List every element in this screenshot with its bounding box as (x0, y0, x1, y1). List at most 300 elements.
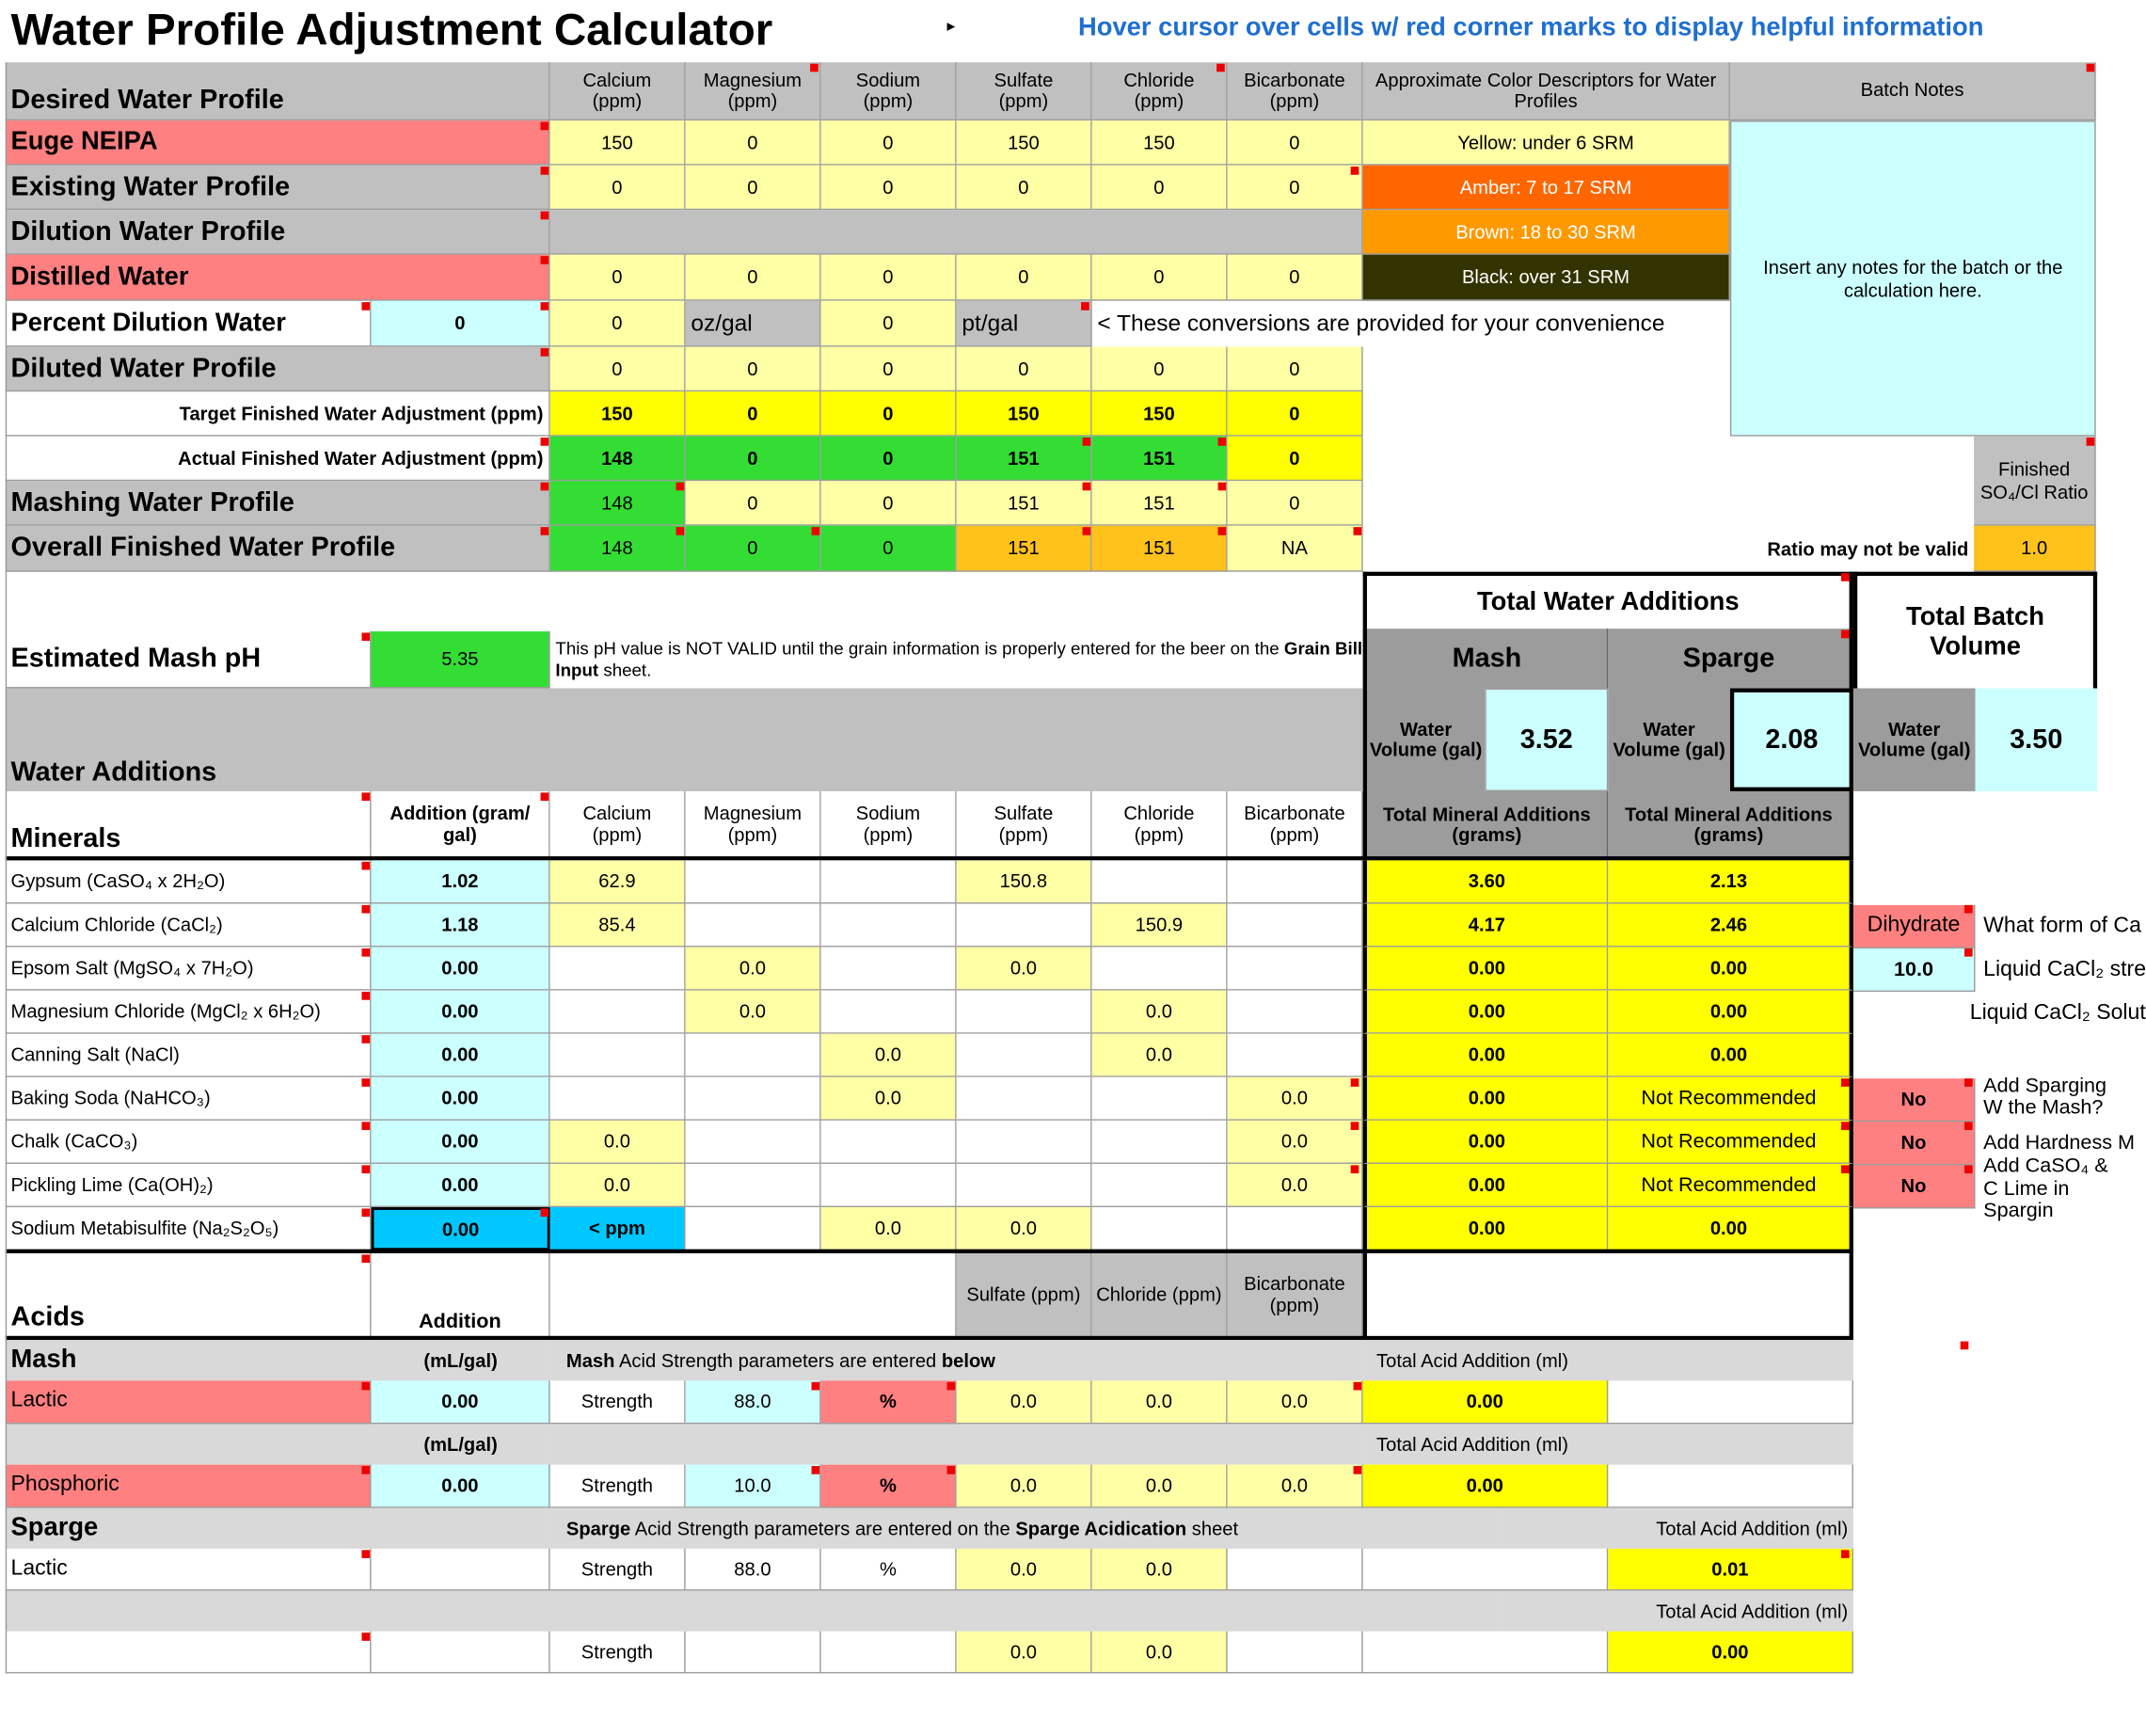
liquid-cacl-strength-input[interactable]: 10.0 (1853, 948, 1976, 992)
sulfate-header: Sulfate (ppm) (957, 62, 1092, 120)
euge-sulfate[interactable]: 150 (957, 120, 1092, 166)
color-brown: Brown: 18 to 30 SRM (1363, 210, 1730, 255)
sparge2-sulfate: 0.0 (957, 1632, 1092, 1674)
conv-oz-value: 0 (550, 301, 686, 347)
sparge-lactic-total-acid: 0.01 (1608, 1549, 1853, 1591)
comment-marker[interactable] (812, 1466, 820, 1474)
distilled-calcium: 0 (550, 255, 686, 301)
total-water-additions-header: Total Water Additions (1363, 572, 1853, 629)
comment-marker[interactable] (361, 948, 370, 957)
comment-marker[interactable] (1964, 1078, 1973, 1087)
mineral-magnesium-header: Magnesium (ppm) (686, 791, 821, 859)
mineral-bicarbonate (1228, 948, 1363, 991)
phosphoric-sulfate: 0.0 (957, 1465, 1092, 1508)
mineral-sodium: 0.0 (821, 1077, 957, 1121)
overall-chloride: 151 (1092, 526, 1228, 572)
mash-acid-note: Mash Acid Strength parameters are entered below (550, 1340, 1363, 1380)
comment-marker[interactable] (1961, 1342, 1969, 1350)
mineral-name: Baking Soda (NaHCO₃) (6, 1077, 372, 1121)
comment-marker[interactable] (2087, 438, 2095, 446)
arrow-right-icon[interactable]: ▸ (946, 16, 956, 36)
phosphoric-addition-input[interactable]: 0.00 (372, 1465, 550, 1508)
color-descriptors-header: Approximate Color Descriptors for Water Profiles (1363, 62, 1730, 120)
mineral-sulfate-header: Sulfate (ppm) (957, 791, 1092, 859)
acids-label: Acids (6, 1253, 372, 1337)
mash-water-volume[interactable]: 3.52 (1485, 689, 1608, 791)
dilution-source-distilled[interactable]: Distilled Water (6, 255, 550, 301)
comment-marker[interactable] (361, 1035, 370, 1043)
comment-marker[interactable] (812, 527, 820, 535)
comment-marker[interactable] (361, 1165, 370, 1173)
mineral-name: Canning Salt (NaCl) (6, 1034, 372, 1077)
mash-acid-type-phosphoric[interactable]: Phosphoric (6, 1465, 372, 1508)
mineral-magnesium (686, 1207, 821, 1250)
mineral-mash-total: 3.60 (1363, 860, 1609, 903)
lactic-blank (1608, 1380, 1853, 1424)
sparge2-addition (372, 1632, 550, 1674)
comment-marker[interactable] (361, 1632, 370, 1641)
acid-sulfate-header: Sulfate (ppm) (957, 1253, 1092, 1337)
mineral-chloride (1092, 1121, 1228, 1164)
lactic-total-acid: 0.00 (1363, 1380, 1609, 1424)
actual-calcium: 148 (550, 437, 686, 482)
comment-marker[interactable] (541, 122, 549, 131)
diluted-sulfate: 0 (957, 347, 1092, 392)
comment-marker[interactable] (2087, 64, 2095, 72)
mineral-sparge-total: 0.00 (1608, 1207, 1853, 1250)
mineral-mash-total: 0.00 (1363, 1164, 1609, 1207)
comment-marker[interactable] (361, 1382, 370, 1391)
mineral-chloride (1092, 1077, 1228, 1121)
phos-unit: (mL/gal) (372, 1424, 550, 1464)
mash-total-mineral-header: Total Mineral Additions (grams) (1363, 791, 1609, 859)
mineral-chloride (1092, 1164, 1228, 1207)
comment-marker[interactable] (1083, 527, 1091, 535)
existing-sodium[interactable]: 0 (821, 166, 957, 211)
mash-acid-unit: (mL/gal) (372, 1340, 550, 1380)
comment-marker[interactable] (541, 438, 549, 446)
sparge-water-volume[interactable]: 2.08 (1730, 689, 1853, 791)
mineral-sodium: 0.0 (821, 1207, 957, 1250)
sparge2-strength-label: Strength (550, 1632, 686, 1674)
percent-dilution-label: Percent Dilution Water (6, 301, 372, 347)
comment-marker[interactable] (541, 256, 549, 264)
comment-marker[interactable] (812, 1382, 820, 1391)
lactic-strength-label: Strength (550, 1380, 686, 1424)
mineral-sparge-total: 0.00 (1608, 948, 1853, 991)
mineral-magnesium (686, 903, 821, 947)
mineral-sodium: 0.0 (821, 1034, 957, 1077)
mineral-name: Chalk (CaCO₃) (6, 1121, 372, 1164)
acid-addition-header: Addition (372, 1253, 550, 1337)
mineral-name: Epsom Salt (MgSO₄ x 7H₂O) (6, 948, 372, 991)
sparge2-total-acid-label: Total Acid Addition (ml) (1499, 1591, 1853, 1632)
mineral-sodium (821, 903, 957, 947)
add-hardness-question: Add Hardness M (1983, 1131, 2136, 1155)
mineral-bicarbonate: 0.0 (1228, 1077, 1363, 1121)
diluted-water-profile-label: Diluted Water Profile (6, 347, 550, 392)
acid-bicarbonate-header: Bicarbonate (ppm) (1228, 1253, 1363, 1337)
sparge2-acid-type[interactable] (6, 1632, 372, 1674)
bicarbonate-header: Bicarbonate (ppm) (1228, 62, 1363, 120)
add-sparge-water-question: Add Sparging W the Mash? (1983, 1075, 2107, 1120)
batch-notes-field[interactable]: Insert any notes for the batch or the calculation here. (1730, 120, 2096, 437)
diluted-chloride: 0 (1092, 347, 1228, 392)
mineral-calcium: 85.4 (550, 903, 686, 947)
mineral-magnesium (686, 860, 821, 903)
comment-marker[interactable] (361, 1550, 370, 1558)
comment-marker[interactable] (541, 527, 549, 535)
mashing-sulfate: 151 (957, 481, 1092, 526)
mineral-name: Gypsum (CaSO₄ x 2H₂O) (6, 860, 372, 903)
mashing-bicarbonate: 0 (1228, 481, 1363, 526)
mineral-sparge-total: 2.13 (1608, 860, 1853, 903)
mineral-calcium: 62.9 (550, 860, 686, 903)
mash-acid-label: Mash (6, 1340, 372, 1380)
phosphoric-strength-label: Strength (550, 1465, 686, 1508)
mineral-magnesium (686, 1164, 821, 1207)
mineral-mash-total: 0.00 (1363, 1121, 1609, 1164)
mash-water-volume-label: Water Volume (gal) (1363, 689, 1486, 791)
batch-water-volume: 3.50 (1976, 689, 2098, 791)
mineral-chloride-header: Chloride (ppm) (1092, 791, 1228, 859)
sparge-acid-type-lactic[interactable]: Lactic (6, 1549, 372, 1591)
comment-marker[interactable] (1081, 302, 1089, 311)
phos-band-mid (550, 1424, 1363, 1464)
mineral-addition-input[interactable]: 0.00 (372, 1164, 550, 1207)
comment-marker[interactable] (541, 1208, 549, 1217)
comment-marker[interactable] (361, 302, 370, 311)
mineral-sodium (821, 1121, 957, 1164)
overall-finished-profile-label: Overall Finished Water Profile (6, 526, 550, 572)
sparge-lactic-blank1 (1228, 1549, 1363, 1591)
conversion-note: < These conversions are provided for your convenience (1097, 311, 1665, 337)
cacl-form-select[interactable]: Dihydrate (1853, 905, 1976, 948)
comment-marker[interactable] (1354, 1466, 1362, 1474)
actual-sulfate: 151 (957, 437, 1092, 482)
mineral-calcium (550, 1034, 686, 1077)
batch-water-volume-label: Water Volume (gal) (1853, 689, 1976, 791)
mash-total-acid-label: Total Acid Addition (ml) (1363, 1340, 1853, 1380)
acid-header-blank (550, 1253, 957, 1337)
sparge-lactic-addition (372, 1549, 550, 1591)
comment-marker[interactable] (1351, 167, 1359, 175)
add-caso4-lime-select[interactable]: No (1853, 1165, 1976, 1208)
sparge-band-blank (372, 1508, 550, 1549)
comment-marker[interactable] (361, 905, 370, 914)
comment-marker[interactable] (676, 527, 685, 535)
comment-marker[interactable] (1216, 64, 1225, 72)
mineral-bicarbonate (1228, 1034, 1363, 1077)
sparge-lactic-unit: % (821, 1549, 957, 1591)
conv-pt-unit: pt/gal (957, 301, 1092, 347)
distilled-sodium: 0 (821, 255, 957, 301)
phosphoric-total-acid: 0.00 (1363, 1465, 1609, 1508)
mineral-bicarbonate (1228, 903, 1363, 947)
comment-marker[interactable] (810, 64, 819, 72)
mineral-bicarbonate (1228, 991, 1363, 1034)
minerals-label: Minerals (6, 791, 372, 859)
comment-marker[interactable] (541, 792, 549, 801)
mineral-sulfate (957, 903, 1092, 947)
mineral-sparge-total: Not Recommended (1608, 1164, 1853, 1207)
mineral-sulfate (957, 1164, 1092, 1207)
mineral-mash-total: 4.17 (1363, 903, 1609, 947)
add-hardness-select[interactable]: No (1853, 1122, 1976, 1165)
distilled-chloride: 0 (1092, 255, 1228, 301)
comment-marker[interactable] (1083, 483, 1091, 491)
comment-marker[interactable] (1354, 527, 1362, 535)
actual-adjustment-label: Actual Finished Water Adjustment (ppm) (6, 437, 550, 482)
color-yellow: Yellow: under 6 SRM (1363, 120, 1730, 166)
sodium-header: Sodium (ppm) (821, 62, 957, 120)
mineral-sparge-total: 0.00 (1608, 991, 1853, 1034)
hover-hint: Hover cursor over cells w/ red corner marks to display helpful information (1077, 13, 1984, 42)
sparge-acid-note: Sparge Acid Strength parameters are entered on the Sparge Acidication sheet (550, 1508, 1499, 1549)
color-black: Black: over 31 SRM (1363, 255, 1730, 301)
mineral-chloride (1092, 860, 1228, 903)
chloride-header: Chloride (ppm) (1092, 62, 1228, 120)
comment-marker[interactable] (361, 632, 370, 641)
mineral-name: Pickling Lime (Ca(OH)₂) (6, 1164, 372, 1207)
mineral-addition-input[interactable]: 0.00 (372, 1121, 550, 1164)
comment-marker[interactable] (1351, 1165, 1359, 1173)
mineral-sodium (821, 991, 957, 1034)
mineral-mash-total: 0.00 (1363, 1077, 1609, 1121)
target-sulfate: 150 (957, 391, 1092, 437)
comment-marker[interactable] (361, 992, 370, 1000)
comment-marker[interactable] (361, 792, 370, 801)
comment-marker[interactable] (541, 302, 549, 311)
comment-marker[interactable] (947, 1382, 956, 1391)
mineral-sulfate (957, 991, 1092, 1034)
water-additions-label: Water Additions (6, 689, 1363, 791)
comment-marker[interactable] (1351, 1122, 1359, 1130)
mineral-addition-input[interactable]: 0.00 (372, 1077, 550, 1121)
target-calcium: 150 (550, 391, 686, 437)
mineral-chloride (1092, 1207, 1228, 1250)
existing-magnesium[interactable]: 0 (686, 166, 821, 211)
page-title: Water Profile Adjustment Calculator (10, 4, 773, 55)
mashing-magnesium: 0 (686, 481, 821, 526)
lactic-strength-input[interactable]: 88.0 (686, 1380, 821, 1424)
comment-marker[interactable] (1841, 1165, 1850, 1173)
euge-bicarbonate[interactable]: 0 (1228, 120, 1363, 166)
mineral-chloride: 0.0 (1092, 991, 1228, 1034)
lactic-sulfate: 0.0 (957, 1380, 1092, 1424)
existing-sulfate[interactable]: 0 (957, 166, 1092, 211)
comment-marker[interactable] (1841, 1122, 1850, 1130)
target-magnesium: 0 (686, 391, 821, 437)
so4-cl-ratio-header: Finished SO₄/Cl Ratio (1974, 437, 2096, 526)
actual-bicarbonate: 0 (1228, 437, 1363, 482)
comment-marker[interactable] (1964, 1165, 1973, 1173)
comment-marker[interactable] (676, 483, 685, 491)
comment-marker[interactable] (1218, 483, 1227, 491)
existing-bicarbonate[interactable]: 0 (1228, 166, 1363, 211)
dilution-blank (550, 210, 1363, 255)
comment-marker[interactable] (1351, 1078, 1359, 1087)
mineral-sparge-total: Not Recommended (1608, 1077, 1853, 1121)
comment-marker[interactable] (361, 1078, 370, 1087)
mineral-chloride (1092, 948, 1228, 991)
phosphoric-strength-input[interactable]: 10.0 (686, 1465, 821, 1508)
sparge2-total-acid: 0.00 (1608, 1632, 1853, 1674)
comment-marker[interactable] (541, 167, 549, 175)
comment-marker[interactable] (1841, 630, 1850, 639)
target-sodium: 0 (821, 391, 957, 437)
distilled-sulfate: 0 (957, 255, 1092, 301)
target-bicarbonate: 0 (1228, 391, 1363, 437)
mineral-addition-input[interactable]: 1.18 (372, 903, 550, 947)
mineral-sodium (821, 860, 957, 903)
mineral-magnesium (686, 1077, 821, 1121)
estimated-mash-ph-label: Estimated Mash pH (6, 631, 372, 688)
comment-marker[interactable] (1841, 1078, 1850, 1087)
sparge2-unit (821, 1632, 957, 1674)
comment-marker[interactable] (541, 483, 549, 491)
euge-sodium[interactable]: 0 (821, 120, 957, 166)
conv-oz-unit: oz/gal (686, 301, 821, 347)
mineral-bicarbonate-header: Bicarbonate (ppm) (1228, 791, 1363, 859)
phosphoric-bicarbonate: 0.0 (1228, 1465, 1363, 1508)
comment-marker[interactable] (1841, 1550, 1850, 1558)
comment-marker[interactable] (947, 1466, 956, 1474)
calcium-header: Calcium (ppm) (550, 62, 686, 120)
comment-marker[interactable] (361, 1122, 370, 1130)
comment-marker[interactable] (1083, 438, 1091, 446)
overall-bicarbonate: NA (1228, 526, 1363, 572)
comment-marker[interactable] (1964, 948, 1973, 957)
sparge-lactic-strength: 88.0 (686, 1549, 821, 1591)
phosphoric-chloride: 0.0 (1092, 1465, 1228, 1508)
conv-pt-value: 0 (821, 301, 957, 347)
add-sparge-water-select[interactable]: No (1853, 1078, 1976, 1122)
mineral-bicarbonate (1228, 860, 1363, 903)
comment-marker[interactable] (1218, 438, 1227, 446)
mineral-calcium: 0.0 (550, 1164, 686, 1207)
comment-marker[interactable] (1964, 905, 1973, 914)
mineral-mash-total: 0.00 (1363, 1207, 1609, 1250)
comment-marker[interactable] (361, 1208, 370, 1217)
diluted-calcium: 0 (550, 347, 686, 392)
mineral-magnesium (686, 1034, 821, 1077)
diluted-bicarbonate: 0 (1228, 347, 1363, 392)
euge-magnesium[interactable]: 0 (686, 120, 821, 166)
dilution-water-profile-label: Dilution Water Profile (6, 210, 550, 255)
sparge-acid-label: Sparge (6, 1508, 372, 1549)
mineral-sparge-total: 0.00 (1608, 1034, 1853, 1077)
mineral-name: Magnesium Chloride (MgCl₂ x 6H₂O) (6, 991, 372, 1034)
existing-chloride[interactable]: 0 (1092, 166, 1228, 211)
euge-calcium[interactable]: 150 (550, 120, 686, 166)
lactic-addition-input[interactable]: 0.00 (372, 1380, 550, 1424)
mineral-addition-input[interactable]: 0.00 (372, 948, 550, 991)
mash-header: Mash (1363, 629, 1609, 688)
acid-chloride-header: Chloride (ppm) (1092, 1253, 1228, 1337)
mineral-addition-input[interactable]: 0.00 (372, 1207, 550, 1250)
overall-sodium: 0 (821, 526, 957, 572)
euge-chloride[interactable]: 150 (1092, 120, 1228, 166)
comment-marker[interactable] (541, 212, 549, 220)
mineral-calcium-header: Calcium (ppm) (550, 791, 686, 859)
mineral-mash-total: 0.00 (1363, 948, 1609, 991)
mineral-name: Sodium Metabisulfite (Na₂S₂O₅) (6, 1207, 372, 1250)
lactic-chloride: 0.0 (1092, 1380, 1228, 1424)
mineral-calcium (550, 1077, 686, 1121)
mineral-addition-input[interactable]: 0.00 (372, 991, 550, 1034)
sparge2-blank2 (1363, 1632, 1609, 1674)
mineral-mash-total: 0.00 (1363, 991, 1609, 1034)
comment-marker[interactable] (1964, 1122, 1973, 1130)
mineral-sulfate (957, 1034, 1092, 1077)
mineral-bicarbonate: 0.0 (1228, 1121, 1363, 1164)
profile-name-euge-neipa[interactable]: Euge NEIPA (6, 120, 550, 166)
existing-water-profile-label: Existing Water Profile (6, 166, 550, 211)
distilled-bicarbonate: 0 (1228, 255, 1363, 301)
estimated-mash-ph-value: 5.35 (372, 631, 550, 688)
target-chloride: 150 (1092, 391, 1228, 437)
mash-acid-type-lactic[interactable]: Lactic (6, 1380, 372, 1424)
comment-marker[interactable] (361, 1254, 370, 1263)
comment-marker[interactable] (361, 1466, 370, 1474)
cacl-form-question: What form of Ca (1983, 914, 2141, 938)
mineral-sulfate: 150.8 (957, 860, 1092, 903)
sparge2-strength (686, 1632, 821, 1674)
mineral-magnesium: 0.0 (686, 991, 821, 1034)
mashing-sodium: 0 (821, 481, 957, 526)
comment-marker[interactable] (1841, 573, 1850, 581)
comment-marker[interactable] (361, 862, 370, 870)
overall-sulfate: 151 (957, 526, 1092, 572)
color-amber: Amber: 7 to 17 SRM (1363, 166, 1730, 211)
mineral-name: Calcium Chloride (CaCl₂) (6, 903, 372, 947)
mineral-addition-input[interactable]: 1.02 (372, 860, 550, 903)
phos-band-blank (6, 1424, 372, 1464)
mash-ph-note: This pH value is NOT VALID until the grain information is properly entered for the beer on the Grain Bill Input sheet. (555, 638, 1363, 680)
phos-total-acid-label: Total Acid Addition (ml) (1363, 1424, 1853, 1464)
mineral-calcium (550, 991, 686, 1034)
ratio-note: Ratio may not be valid (1767, 537, 1969, 560)
diluted-sodium: 0 (821, 347, 957, 392)
liquid-cacl-strength-label: Liquid CaCl₂ stre (1983, 957, 2146, 981)
existing-calcium[interactable]: 0 (550, 166, 686, 211)
comment-marker[interactable] (541, 348, 549, 357)
lactic-strength-unit[interactable]: % (821, 1380, 957, 1424)
mineral-chloride: 0.0 (1092, 1034, 1228, 1077)
total-batch-volume-header: Total Batch Volume (1853, 572, 2097, 689)
add-caso4-lime-question: Add CaSO₄ & C Lime in Spargin (1983, 1155, 2108, 1223)
overall-magnesium: 0 (686, 526, 821, 572)
acid-total-blank (1363, 1253, 1853, 1337)
mineral-bicarbonate (1228, 1207, 1363, 1250)
phosphoric-strength-unit[interactable]: % (821, 1465, 957, 1508)
comment-marker[interactable] (1218, 527, 1227, 535)
phosphoric-blank (1608, 1465, 1853, 1508)
mineral-chloride: 150.9 (1092, 903, 1228, 947)
mineral-addition-input[interactable]: 0.00 (372, 1034, 550, 1077)
sparge-lactic-blank2 (1363, 1549, 1609, 1591)
percent-dilution-input[interactable]: 0 (372, 301, 550, 347)
comment-marker[interactable] (1354, 1382, 1362, 1391)
sparge2-chloride: 0.0 (1092, 1632, 1228, 1674)
mineral-sulfate (957, 1077, 1092, 1121)
diluted-magnesium: 0 (686, 347, 821, 392)
magnesium-header: Magnesium (ppm) (686, 62, 821, 120)
mineral-sparge-total: Not Recommended (1608, 1121, 1853, 1164)
sparge-lactic-strength-label: Strength (550, 1549, 686, 1591)
desired-water-profile-label: Desired Water Profile (6, 62, 550, 120)
